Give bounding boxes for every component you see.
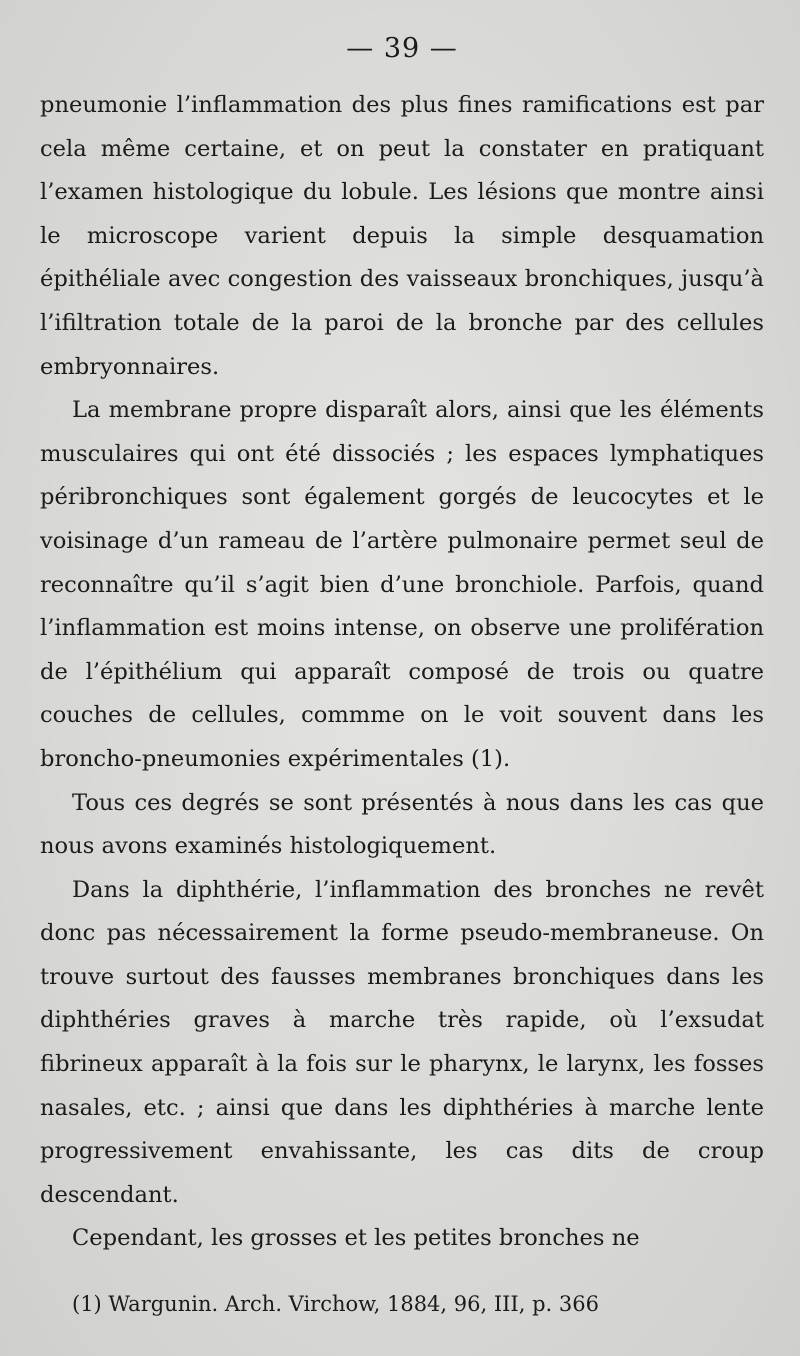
paragraph-degrees: Tous ces degrés se sont présentés à nous dans les cas que nous avons examinés histologiquement. [40,789,764,860]
paragraph-cependant: Cependant, les grosses et les petites bronches ne [72,1225,640,1252]
paragraph-membrane: La membrane propre disparaît alors, ainsi que les éléments musculaires qui ont été dissociés ; les espaces lymphatiques péribronchiques sont également gorgés de leucocytes et le voisinage d’un rameau de l’artère pulmonaire permet seul de reconnaître qu’il s’agit bien d’une bronchiole. Parfois, quand l’inflammation est moins intense, on observe une prolifération de l’épithélium qui apparaît composé de trois ou quatre couches de cellules, commme on le voit souvent dans les broncho-pneumonies expérimentales (1). [40,397,764,772]
paragraph-diphtheria: Dans la diphthérie, l’inflammation des bronches ne revêt donc pas nécessairement la forme pseudo-membraneuse. On trouve surtout des fausses membranes bronchiques dans les diphthéries graves à marche très rapide, où l’exsudat fibrineux apparaît à la fois sur le pharynx, le larynx, les fosses nasales, etc. ; ainsi que dans les diphthéries à marche lente progressivement envahissante, les cas dits de croup descendant. [40,876,764,1208]
footnote: (1) Wargunin. Arch. Virchow, 1884, 96, III, p. 366 [72,1292,599,1316]
paragraph-continuation: pneumonie l’inflammation des plus fines ramifications est par cela même certaine, et on peut la constater en pratiquant l’examen histologique du lobule. Les lésions que montre ainsi le microscope varient depuis la simple desquamation épithéliale avec congestion des vaisseaux bronchiques, jusqu’à l’ifiltration totale de la paroi de la bronche par des cellules embryonnaires. [40,92,764,380]
page-number: — 39 — [346,33,458,64]
